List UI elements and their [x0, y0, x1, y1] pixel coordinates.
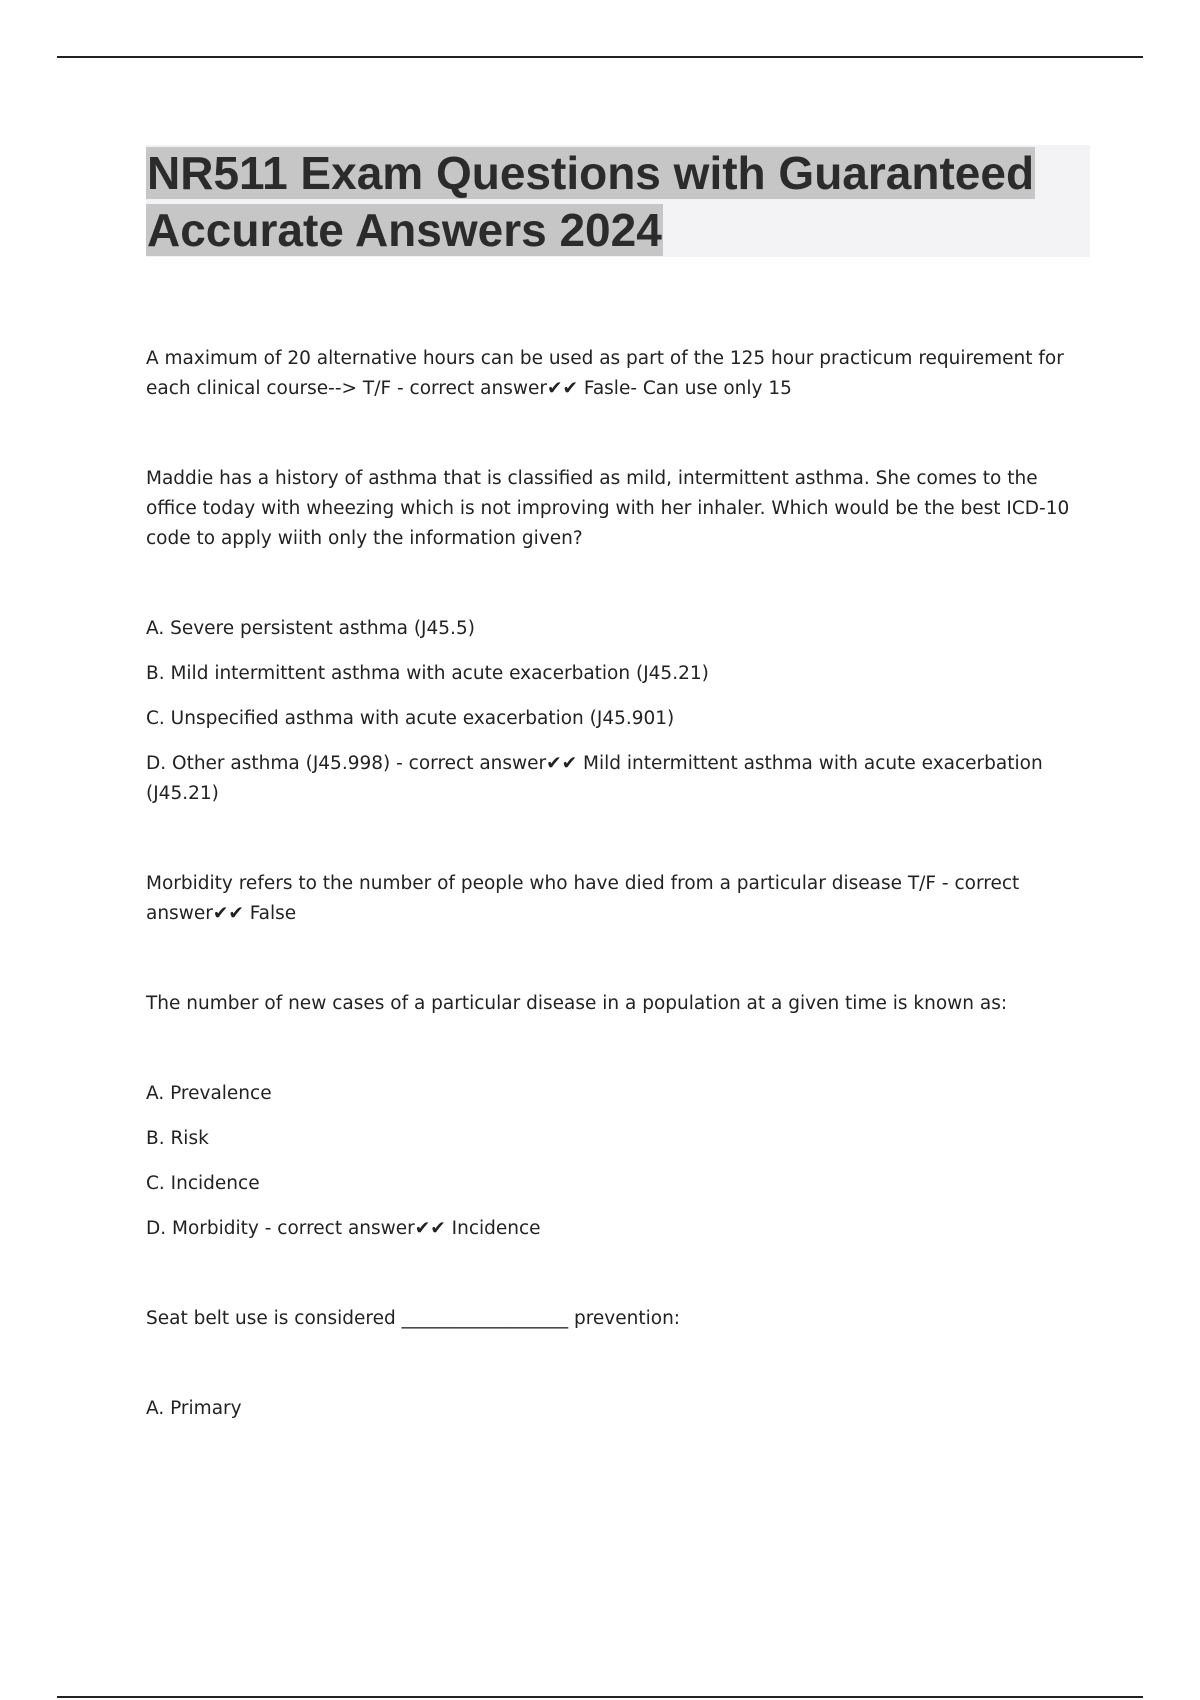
- title-line-1: NR511 Exam Questions with Guaranteed: [147, 147, 1035, 199]
- question-2-option-c: C. Unspecified asthma with acute exacerbation (J45.901): [146, 708, 675, 729]
- title-line-2: Accurate Answers 2024: [147, 204, 662, 256]
- question-5-text: Seat belt use is considered __________________ prevention:: [146, 1308, 681, 1329]
- question-4-text: The number of new cases of a particular disease in a population at a given time is known as:: [146, 993, 1008, 1014]
- question-4-option-a: A. Prevalence: [146, 1083, 272, 1104]
- question-4-option-d: D. Morbidity - correct answer✔✔ Incidence: [146, 1218, 541, 1239]
- document-body: [146, 344, 1086, 1424]
- bottom-rule: [57, 1696, 1143, 1698]
- question-4-option-c: C. Incidence: [146, 1173, 260, 1194]
- question-2-option-b: B. Mild intermittent asthma with acute exacerbation (J45.21): [146, 663, 709, 684]
- question-2-option-d: D. Other asthma (J45.998) - correct answer✔✔ Mild intermittent asthma with acute exacerbation (J45.21): [146, 753, 1043, 804]
- question-2-option-a: A. Severe persistent asthma (J45.5): [146, 618, 475, 639]
- question-5-option-a: A. Primary: [146, 1398, 242, 1419]
- question-2-text: Maddie has a history of asthma that is classified as mild, intermittent asthma. She comes to the office today with wheezing which is not improving with her inhaler. Which would be the best ICD-10 code to apply wiith only the information given?: [146, 468, 1070, 549]
- question-3-text: Morbidity refers to the number of people who have died from a particular disease T/F - correct answer✔✔ False: [146, 873, 1020, 924]
- document-title: [146, 145, 1090, 259]
- question-1-text: A maximum of 20 alternative hours can be used as part of the 125 hour practicum requirement for each clinical course--> T/F - correct answer✔✔ Fasle- Can use only 15: [146, 348, 1064, 399]
- question-4-option-b: B. Risk: [146, 1128, 209, 1149]
- title-block: [146, 145, 1090, 257]
- top-rule: [57, 56, 1143, 58]
